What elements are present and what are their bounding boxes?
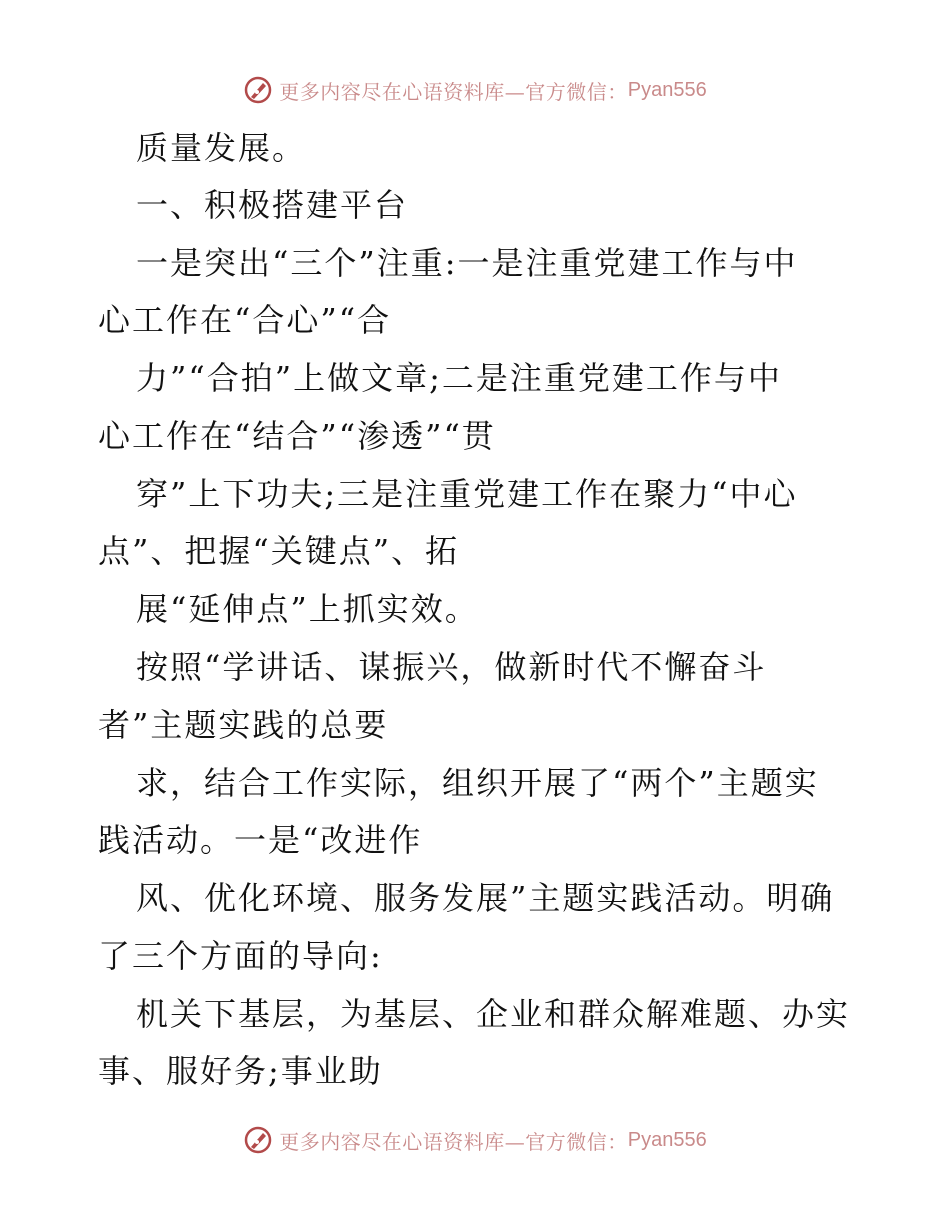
footer-watermark [0,1120,950,1160]
body-line: 按照“学讲话、谋振兴，做新时代不懈奋斗 [136,648,767,686]
body-line: 风、优化环境、服务发展”主题实践活动。明确 [136,879,835,917]
watermark-wechat-id: Pyan556 [627,1128,707,1151]
body-line: 穿”上下功夫;三是注重党建工作在聚力“中心 [136,475,798,513]
body-line: 了三个方面的导向: [98,937,383,975]
body-line: 质量发展。 [136,129,307,167]
body-line: 心工作在“合心”“合 [98,301,392,339]
body-line: 机关下基层，为基层、企业和群众解难题、办实 [136,995,851,1033]
body-line: 求，结合工作实际，组织开展了“两个”主题实 [136,764,819,802]
body-line: 力”“合拍”上做文章;二是注重党建工作与中 [136,359,782,397]
body-line: 点”、把握“关键点”、拓 [98,532,460,570]
watermark-text: 更多内容尽在心语资料库—官方微信： [279,79,628,104]
body-line: 事、服好务;事业助 [98,1052,383,1090]
body-line: 践活动。一是“改进作 [98,821,423,859]
section-heading: 一、积极搭建平台 [136,186,409,224]
body-line: 一是突出“三个”注重:一是注重党建工作与中 [136,244,798,282]
pen-nib-circle-icon [243,75,273,105]
watermark-wechat-id: Pyan556 [627,78,707,101]
body-line: 者”主题实践的总要 [98,706,389,744]
body-line: 心工作在“结合”“渗透”“贯 [98,417,496,455]
body-line: 展“延伸点”上抓实效。 [136,590,479,628]
watermark-text: 更多内容尽在心语资料库—官方微信： [279,1129,628,1154]
header-watermark [0,70,950,110]
pen-nib-circle-icon [243,1125,273,1155]
